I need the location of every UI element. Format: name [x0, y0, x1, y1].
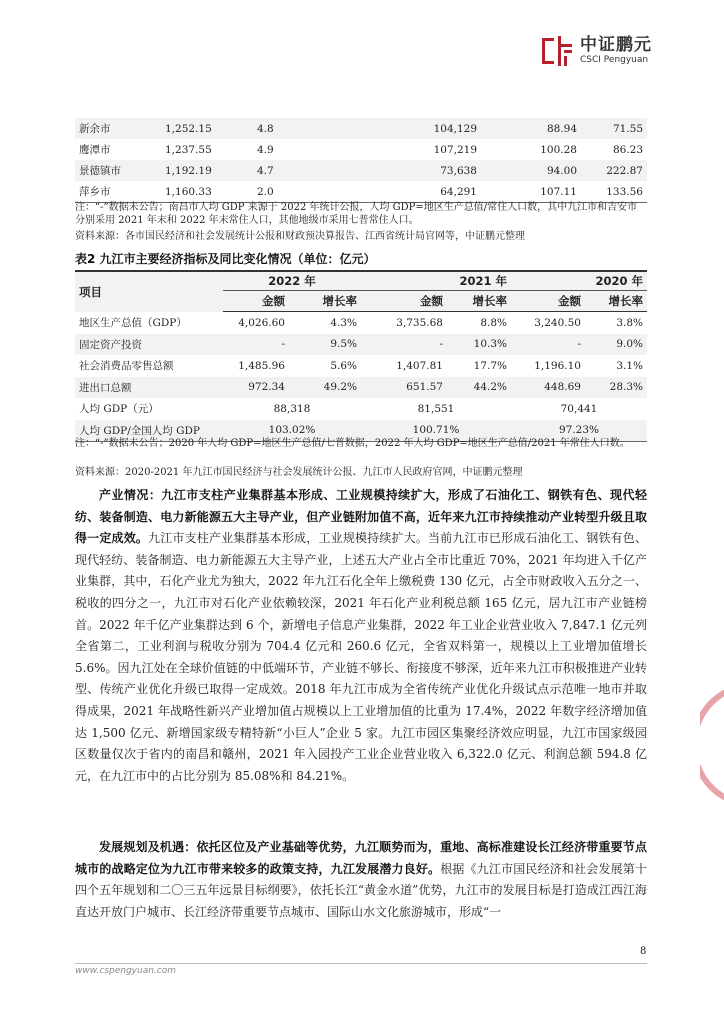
- table-row: [75, 139, 647, 160]
- city-name-cell: 萍乡市: [75, 181, 161, 203]
- table-cell: 104,129: [381, 118, 481, 139]
- industry-paragraph-lead: 产业情况：九江市支柱产业集群基本形成、工业规模持续扩大，形成了石油化工、钢铁有色、现代轻纺、装备制造、电力新能源五大主导产业，但产业链附加值不高，近年来九江市持续推动产业转型升级且取得一定成效。: [75, 488, 647, 546]
- footer-website: www.cspengyuan.com: [75, 966, 177, 976]
- table2-title: 表2 九江市主要经济指标及同比变化情况（单位：亿元）: [75, 252, 376, 266]
- amount-header: 金额: [223, 291, 289, 312]
- table-cell: 2.0: [253, 181, 381, 203]
- table-cell: 1,407.81: [361, 355, 447, 377]
- table-cell: 4,026.60: [223, 312, 289, 334]
- table-cell: 97.23%: [511, 420, 647, 442]
- brand-name-en: CSCI Pengyuan: [580, 55, 649, 65]
- table-cell: 972.34: [223, 377, 289, 399]
- table-cell: 1,252.15: [161, 118, 253, 139]
- table-cell: 3.8%: [585, 312, 647, 334]
- table-row: [75, 334, 647, 356]
- industry-paragraph: [75, 485, 647, 787]
- table-cell: 1,485.96: [223, 355, 289, 377]
- table-cell: 44.2%: [447, 377, 511, 399]
- table-row: [75, 355, 647, 377]
- indicator-label: 社会消费品零售总额: [75, 355, 223, 377]
- table-cell: 1,160.33: [161, 181, 253, 203]
- table2-source: 资料来源：2020-2021 年九江市国民经济与社会发展统计公报、九江市人民政府官网，中证鹏元整理: [75, 467, 523, 478]
- table-cell: 10.3%: [447, 334, 511, 356]
- table-cell: 103.02%: [223, 420, 361, 442]
- table-cell: 4.9: [257, 143, 274, 156]
- table-cell: 133.56: [581, 181, 647, 203]
- year-header-2021: 2021 年: [361, 271, 511, 291]
- growth-header: 增长率: [585, 291, 647, 312]
- table-cell: 107.11: [481, 181, 581, 203]
- city-comparison-table: [75, 118, 647, 203]
- table-cell: 49.2%: [289, 377, 361, 399]
- development-paragraph-lead: 发展规划及机遇：依托区位及产业基础等优势，九江顺势而为，重地、高标准建设长江经济带重要节点城市的战略定位为九江市带来较多的政策支持，九江发展潜力良好。: [75, 840, 647, 876]
- table-cell: -: [223, 334, 289, 356]
- table-cell: 8.8%: [447, 312, 511, 334]
- indicator-label: 地区生产总值（GDP）: [75, 312, 223, 334]
- table-cell: 100.28: [540, 143, 577, 156]
- table-cell: -: [511, 334, 585, 356]
- table-row: [75, 181, 647, 203]
- table-cell: 81,551: [361, 398, 511, 420]
- table-cell: 1,192.19: [161, 160, 253, 181]
- table-cell: 100.71%: [361, 420, 511, 442]
- table-cell: 71.55: [581, 118, 647, 139]
- logo-mark-icon: [540, 34, 574, 68]
- table-cell: 28.3%: [585, 377, 647, 399]
- table-cell: 222.87: [581, 160, 647, 181]
- footer-divider: [75, 963, 647, 964]
- year-header-2020: 2020 年: [511, 271, 647, 291]
- table-cell: 107,219: [433, 143, 477, 156]
- indicator-label: 进出口总额: [75, 377, 223, 399]
- table-cell: 651.57: [361, 377, 447, 399]
- amount-header: 金额: [361, 291, 447, 312]
- development-paragraph: [75, 837, 647, 923]
- table2-note: 注：“-”数据未公告；2020 年人均 GDP=地区生产总值/七普数据，2022 年人均 GDP=地区生产总值/2021 年常住人口数。: [75, 438, 630, 449]
- brand-name-cn: 中证鹏元: [580, 35, 652, 55]
- indicator-label: 固定资产投资: [75, 334, 223, 356]
- table-cell: 94.00: [481, 160, 581, 181]
- table-cell: 88.94: [481, 118, 581, 139]
- indicator-label: 人均 GDP/全国人均 GDP: [75, 420, 223, 442]
- table-cell: 9.5%: [289, 334, 361, 356]
- amount-header: 金额: [511, 291, 585, 312]
- table-cell: 64,291: [381, 181, 481, 203]
- growth-header: 增长率: [289, 291, 361, 312]
- table-cell: 73,638: [381, 160, 481, 181]
- table-cell: 86.23: [612, 143, 643, 156]
- table-row: [75, 377, 647, 399]
- decorative-seal-arc: [700, 690, 724, 800]
- city-name-cell: 鹰潭市: [79, 144, 111, 156]
- table-cell: 70,441: [511, 398, 647, 420]
- table-row: [75, 312, 647, 334]
- city-name-cell: 新余市: [75, 118, 161, 139]
- table-cell: 4.3%: [289, 312, 361, 334]
- table1-source: 资料来源：各市国民经济和社会发展统计公报和财政预决算报告、江西省统计局官网等，中证鹏元整理: [75, 231, 525, 242]
- table-cell: 3,735.68: [361, 312, 447, 334]
- page-number: 8: [640, 946, 647, 957]
- table-cell: 4.8: [253, 118, 381, 139]
- table-cell: 17.7%: [447, 355, 511, 377]
- development-paragraph-body: 根据《九江市国民经济和社会发展第十四个五年规划和二〇三五年远景目标纲要》，依托长江“黄金水道”优势，九江市的发展目标是打造成江西江海直达开放门户城市、长江经济带重要节点城市、国际山水文化旅游城市，形成“一: [75, 861, 647, 919]
- year-header-2022: 2022 年: [223, 271, 361, 291]
- table-cell: 4.7: [253, 160, 381, 181]
- indicator-label: 人均 GDP（元）: [75, 398, 223, 420]
- table-row: [75, 398, 647, 420]
- table-cell: 88,318: [223, 398, 361, 420]
- table1-note: 注：“-”数据未公告；南昌市人均 GDP 来源于 2022 年统计公报，人均 GDP=地区生产总值/常住人口数，其中九江市和吉安市分别采用 2021 年末和 2022 年末常住人口，其他地级市采用七普常住人口。: [75, 202, 638, 226]
- table-cell: 1,237.55: [165, 143, 212, 156]
- table-cell: -: [361, 334, 447, 356]
- table-cell: 9.0%: [585, 334, 647, 356]
- table-cell: 448.69: [511, 377, 585, 399]
- table-cell: 5.6%: [289, 355, 361, 377]
- jiujiang-economic-indicators-table: [75, 270, 647, 442]
- item-header: 项目: [75, 271, 223, 312]
- table-cell: 1,196.10: [511, 355, 585, 377]
- industry-paragraph-body: 九江市支柱产业集群基本形成，工业规模持续扩大。当前九江市已形成石油化工、钢铁有色、现代轻纺、装备制造、电力新能源五大主导产业，上述五大产业占全市比重近 70%，2021 年均进入千亿产业集群，其中，石化产业尤为独大，2022 年九江石化全年上缴税费 130 亿元，占全市财政收入五分之一、税收的四分之一，九江市对石化产业依赖较深，2021 年石化产业利税总额 165 亿元，居九江市产业链榜首。2022 年千亿产业集群达到 6 个，新增电子信息产业集群，2022 年工业企业营业收入 7,847.1 亿元列全省第二，工业利润与税收分别为 704.4 亿元和 260.6 亿元，全省双料第一，规模以上工业增加值增长 5.6%。因九江处在全球价值链的中低端环节，产业链不够长、衔接度不够深，近年来九江市积极推进产业转型、传统产业优化升级已取得一定成效。2018 年九江市成为全省传统产业优化升级试点示范唯一地市并取得成果，2021 年战略性新兴产业增加值占规模以上工业增加值的比重为 17.4%，2022 年数字经济增加值达 1,500 亿元、新增国家级专精特新“小巨人”企业 5 家。九江市园区集聚经济效应明显，九江市国家级园区数量仅次于省内的南昌和赣州，2021 年入园投产工业企业营业收入 6,322.0 亿元、利润总额 594.8 亿元，在九江市中的占比分别为 85.08%和 84.21%。: [75, 531, 647, 783]
- table-cell: 3,240.50: [511, 312, 585, 334]
- brand-logo: [540, 34, 652, 68]
- table-row: [75, 160, 647, 181]
- table-cell: 3.1%: [585, 355, 647, 377]
- growth-header: 增长率: [447, 291, 511, 312]
- table-row: [75, 118, 647, 139]
- city-name-cell: 景德镇市: [75, 160, 161, 181]
